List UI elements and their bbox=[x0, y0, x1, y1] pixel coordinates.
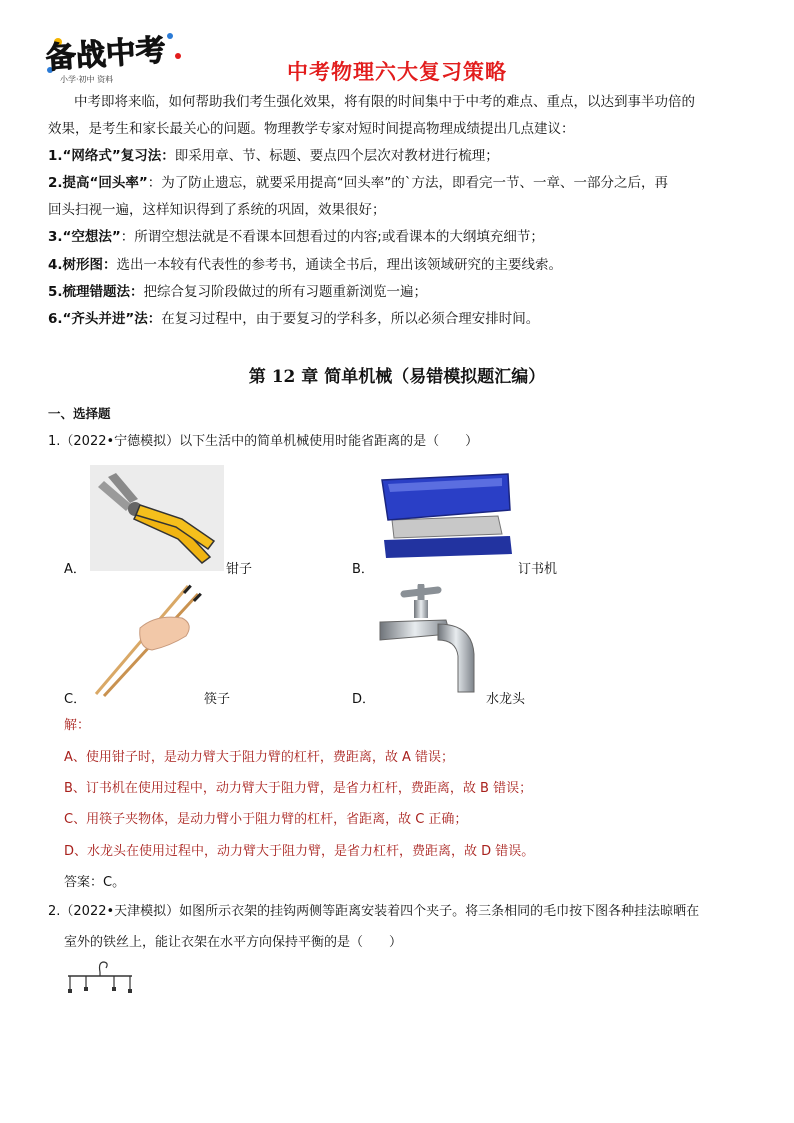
intro-line-2: 效果，是考生和家长最关心的问题。物理教学专家对短时间提高物理成绩提出几点建议： bbox=[48, 121, 575, 137]
strategy-5-body: 把综合复习阶段做过的所有习题重新浏览一遍； bbox=[143, 284, 428, 300]
option-a-text: 钳子 bbox=[226, 562, 253, 577]
strategy-4-body: 选出一本较有代表性的参考书，通读全书后，理出该领域研究的主要线索。 bbox=[116, 257, 563, 273]
strategy-3-body: ：所谓空想法就是不看课本回想看过的内容;或看课本的大纲填充细节； bbox=[120, 229, 544, 245]
answer: 答案：C。 bbox=[64, 875, 126, 890]
strategy-3-head: 3.“空想法” bbox=[48, 229, 121, 245]
strategy-2 bbox=[48, 170, 758, 197]
question-2-stem-1: 2.（2022•天津模拟）如图所示衣架的挂钩两侧等距离安装着四个夹子。将三条相同的毛巾按下图各种挂法晾晒在 bbox=[48, 904, 700, 919]
solution-line-d: D、水龙头在使用过程中，动力臂大于阻力臂，是省力杠杆，费距离，故 D 错误。 bbox=[64, 844, 535, 859]
solution-line-a: A、使用钳子时，是动力臂大于阻力臂的杠杆，费距离，故 A 错误； bbox=[64, 750, 455, 765]
stapler-image bbox=[378, 470, 516, 562]
strategy-4-head: 4.树形图： bbox=[48, 257, 117, 273]
logo-subtext: 小学·初中 资料 bbox=[60, 75, 114, 84]
strategy-1-body: 即采用章、节、标题、要点四个层次对教材进行梳理； bbox=[174, 148, 499, 164]
strategy-6-head: 6.“齐头并进”法： bbox=[48, 311, 162, 327]
option-b-text: 订书机 bbox=[518, 562, 558, 577]
strategy-4 bbox=[48, 252, 758, 279]
option-b-label: B． bbox=[352, 562, 374, 577]
option-d-label: D． bbox=[352, 692, 376, 707]
option-d-text: 水龙头 bbox=[486, 692, 526, 707]
strategy-3 bbox=[48, 224, 758, 251]
strategy-6 bbox=[48, 306, 758, 333]
solution-line-b: B、订书机在使用过程中，动力臂大于阻力臂，是省力杠杆，费距离，故 B 错误； bbox=[64, 781, 533, 796]
strategy-2-head: 2.提高“回头率” bbox=[48, 175, 148, 191]
strategy-5-head: 5.梳理错题法： bbox=[48, 284, 144, 300]
pliers-image bbox=[90, 465, 224, 571]
strategy-2-body: ：为了防止遗忘，就要采用提高“回头率”的`方法，即看完一节、一章、一部分之后，再 bbox=[147, 175, 669, 191]
option-c-label: C． bbox=[64, 692, 87, 707]
question-1-stem: 1.（2022•宁德模拟）以下生活中的简单机械使用时能省距离的是（ ） bbox=[48, 434, 479, 449]
strategy-6-body: 在复习过程中，由于要复习的学科多，所以必须合理安排时间。 bbox=[161, 311, 540, 327]
solution-head: 解： bbox=[64, 718, 91, 733]
chopsticks-image bbox=[90, 584, 210, 698]
strategy-1 bbox=[48, 143, 758, 170]
section-heading: 一、选择题 bbox=[48, 406, 111, 421]
question-2-stem-2: 室外的铁丝上，能让衣架在水平方向保持平衡的是（ ） bbox=[64, 935, 403, 950]
hanger-diagram bbox=[64, 960, 136, 996]
solution-line-c: C、用筷子夹物体，是动力臂小于阻力臂的杠杆，省距离，故 C 正确； bbox=[64, 812, 468, 827]
option-c-text: 筷子 bbox=[204, 692, 231, 707]
logo-text: 备战中考 bbox=[44, 33, 167, 77]
strategy-5 bbox=[48, 279, 758, 306]
chapter-heading: 第 12 章 简单机械（易错模拟题汇编） bbox=[248, 367, 546, 387]
hook-icon bbox=[100, 962, 108, 972]
intro-line-1: 中考即将来临，如何帮助我们考生强化效果，将有限的时间集中于中考的难点、重点，以达到事半功倍的 bbox=[74, 94, 695, 110]
page-title: 中考物理六大复习策略 bbox=[287, 60, 507, 84]
option-a-label: A． bbox=[64, 562, 86, 577]
strategy-1-head: 1.“网络式”复习法： bbox=[48, 148, 175, 164]
faucet-image bbox=[376, 584, 482, 700]
strategy-2-cont: 回头扫视一遍，这样知识得到了系统的巩固，效果很好； bbox=[48, 202, 386, 218]
